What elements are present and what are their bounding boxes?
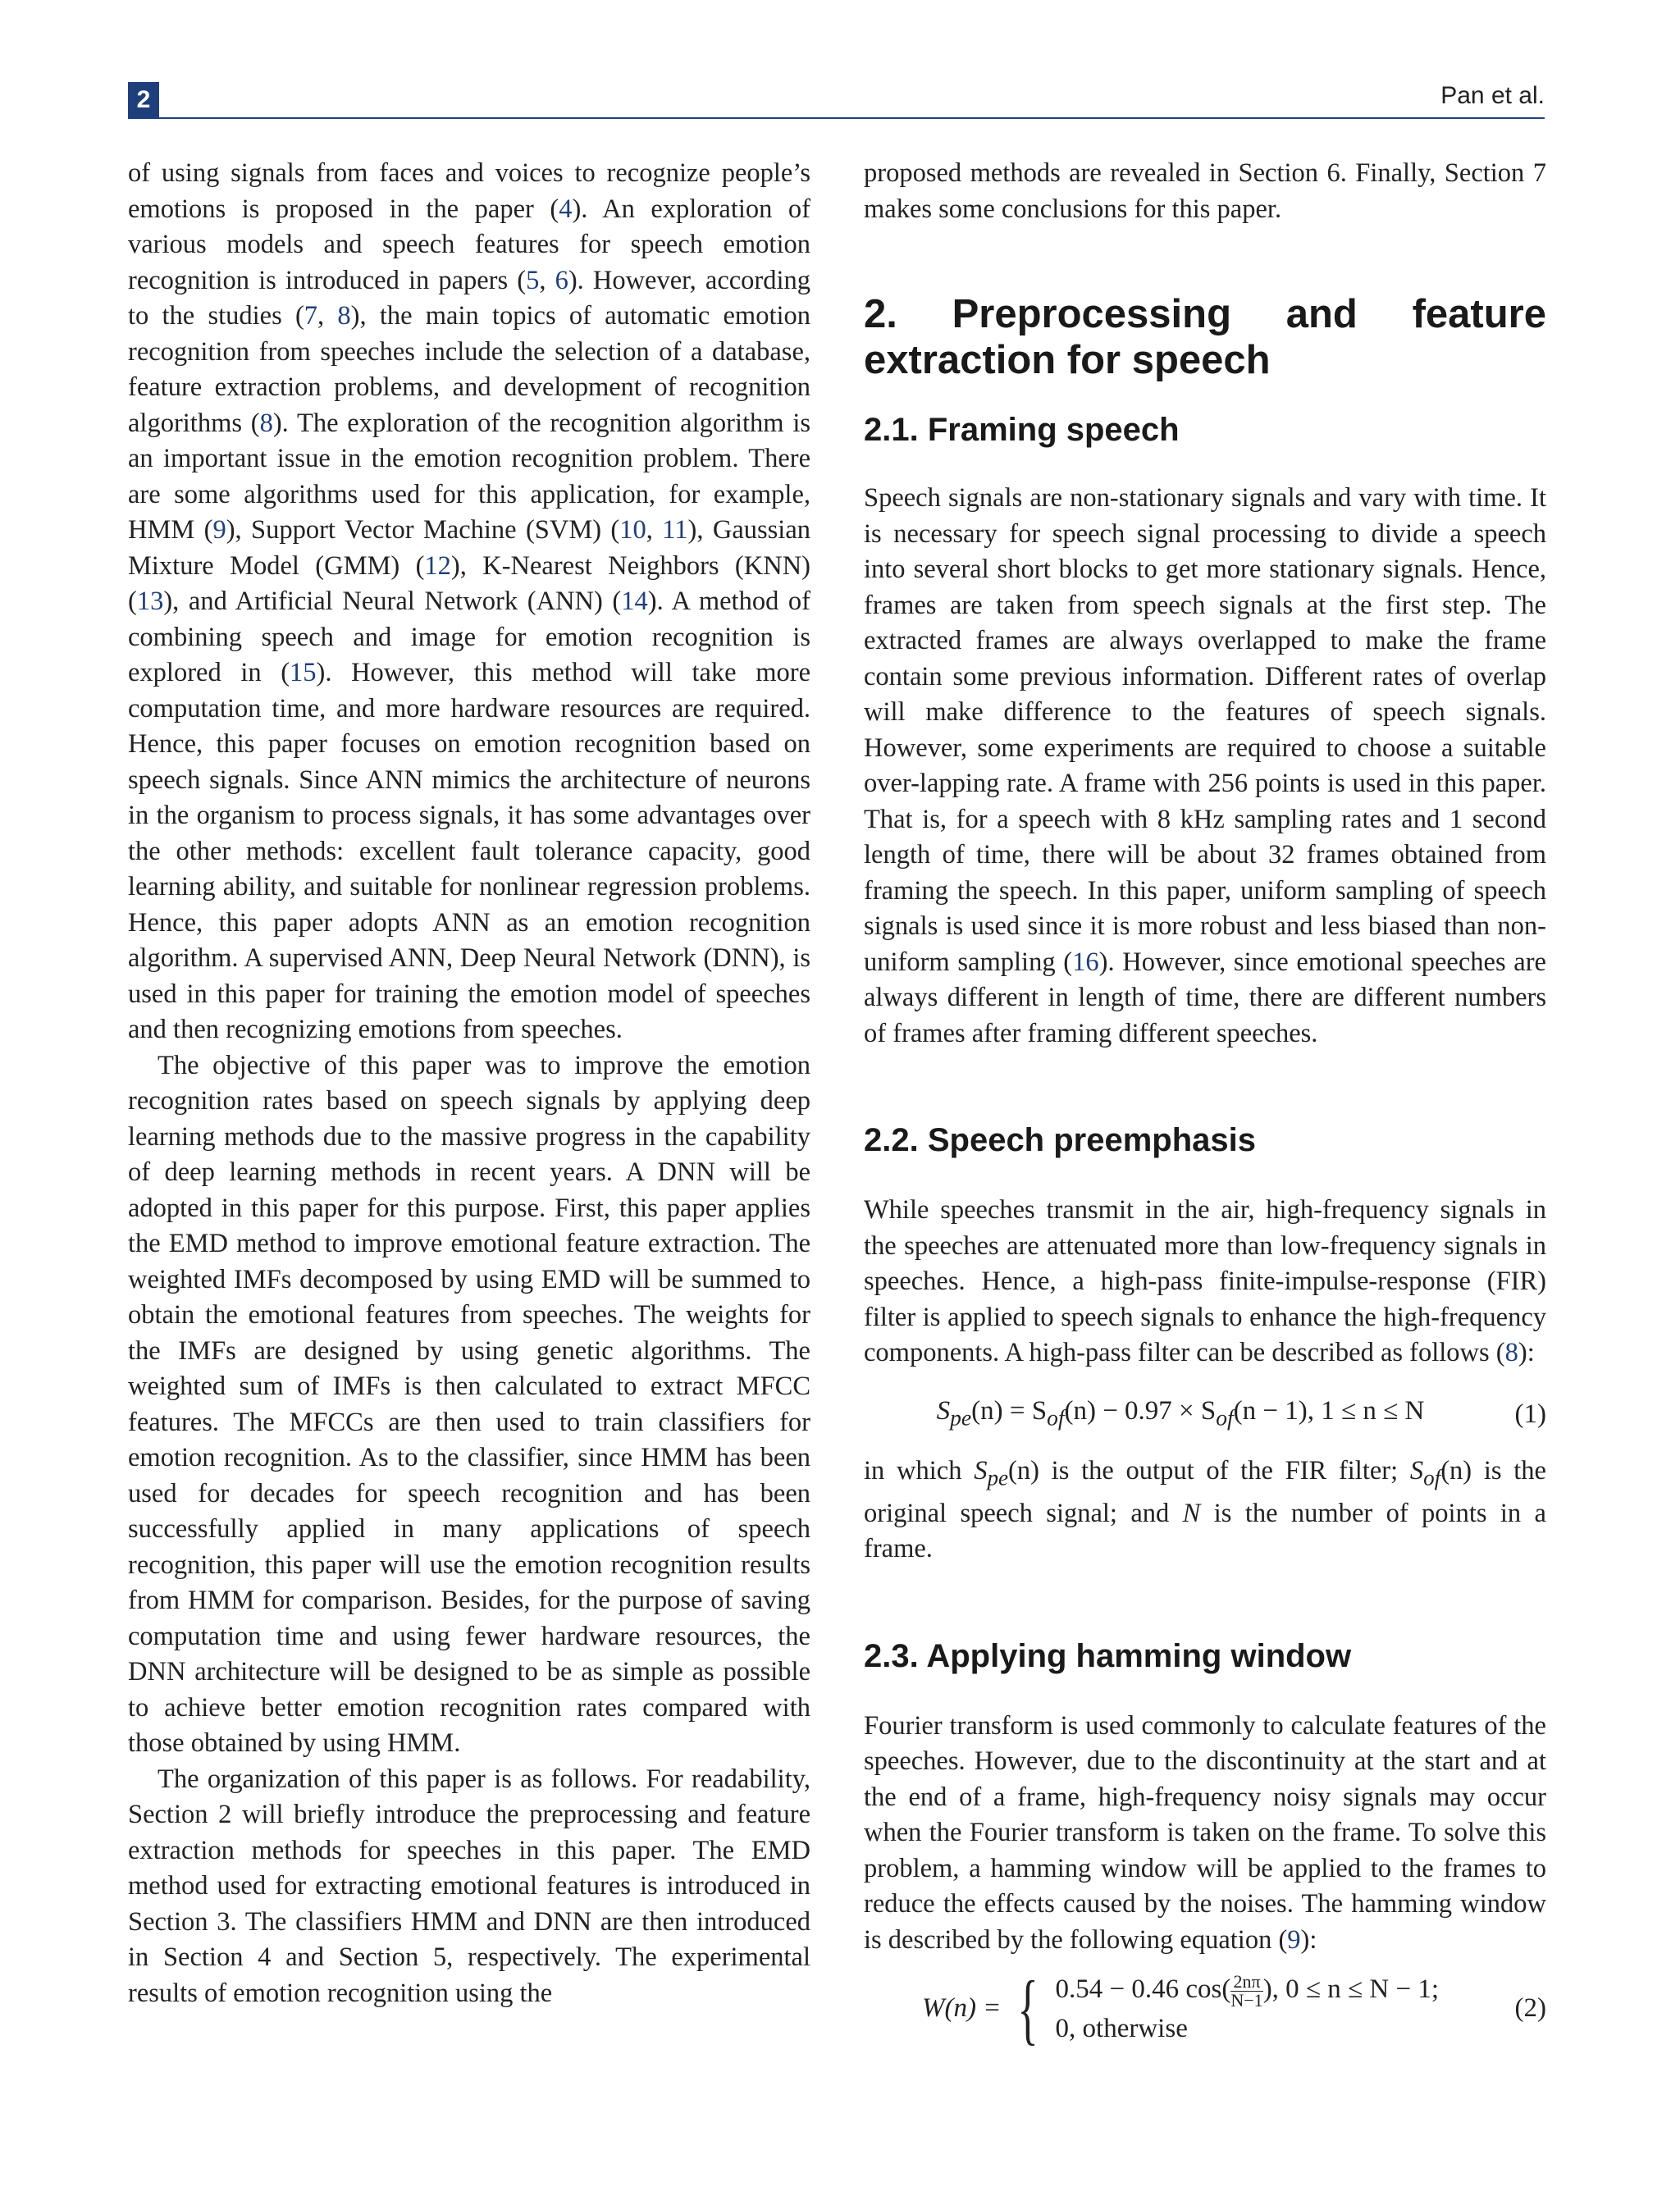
citation-link[interactable]: 11	[662, 515, 688, 545]
paragraph-framing-speech: Speech signals are non-stationary signals and vary with time. It is necessary for speech signal processing to divide a speech into several short blocks to get more stationary signals. Hence, frames are taken from speech signals at the first step. The extracted frames are always overlapped to make the frame contain some previous information. Different rates of overlap will make difference to the features of speech signals. However, some experiments are required to choose a suitable over-lapping rate. A frame with 256 points is used in this paper. That is, for a speech with 8 kHz sampling rates and 1 second length of time, there will be about 32 frames obtained from framing the speech. In this paper, uniform sampling of speech signals is used since it is more robust and less biased than non-uniform sampling (16). However, since emotional speeches are always different in length of time, there are different numbers of frames after framing different speeches.	[864, 483, 1546, 1048]
header-divider	[128, 117, 1545, 119]
paragraph-organization-continued: proposed methods are revealed in Section 6. Finally, Section 7 makes some conclusions for this paper.	[864, 158, 1546, 224]
equation-2-case-1: 0.54 − 0.46 cos( $\frac{2n\pi}{N-1}$ ), 0 ≤ n ≤ N − 1;	[1055, 1970, 1440, 2011]
citation-link[interactable]: 8	[1504, 1338, 1518, 1367]
paragraph-preemphasis: While speeches transmit in the air, high-frequency signals in the speeches are attenuated more than low-frequency signals in speeches. Hence, a high-pass finite-impulse-response (FIR) filter is applied to speech signals to enhance the high-frequency components. A high-pass filter can be described as follows (8):	[864, 1195, 1546, 1367]
citation-link[interactable]: 16	[1072, 947, 1099, 977]
equation-2-body: W(n) = { 0.54 − 0.46 cos( $\frac{2n\pi}{N-1}$ ), 0 ≤ n ≤ N − 1; 0, otherwise	[921, 1965, 1440, 2052]
section-2-1-heading: 2.1. Framing speech	[864, 412, 1180, 448]
right-column	[864, 156, 1546, 2052]
equation-2-case-2: 0, otherwise	[1055, 2013, 1188, 2043]
citation-link[interactable]: 12	[424, 550, 451, 581]
section-2-2-heading: 2.2. Speech preemphasis	[864, 1122, 1257, 1158]
running-header-author: Pan et al.	[1440, 82, 1545, 109]
equation-1	[864, 1393, 1546, 1437]
left-column	[128, 156, 810, 2011]
left-brace: {	[1017, 1965, 1039, 2052]
equation-1-body: $S_{pe}(n) = S_{of}(n) - 0.97 \times S_{of}(n - 1)$, 1 ≤ n ≤ N	[936, 1395, 1425, 1431]
citation-link[interactable]: 8	[337, 301, 351, 331]
citation-link[interactable]: 8	[259, 408, 273, 438]
citation-link[interactable]: 5	[526, 265, 540, 295]
section-2-heading: 2. Preprocessing and feature extraction for speech	[864, 292, 1546, 382]
page-number: 2	[128, 82, 159, 118]
paragraph-hamming-window: Fourier transform is used commonly to calculate features of the speeches. However, due to the discontinuity at the start and at the end of a frame, high-frequency noisy signals may occur when the Fourier transform is taken on the frame. To solve this problem, a hamming window will be applied to the frames to reduce the effects caused by the noises. The hamming window is described by the following equation (9):	[864, 1710, 1546, 1955]
paragraph-objective: The objective of this paper was to improve the emotion recognition rates based on speech signals by applying deep learning methods due to the massive progress in the capability of deep learning methods in recent years. A DNN will be adopted in this paper for this purpose. First, this paper applies the EMD method to improve emotional feature extraction. The weighted IMFs decomposed by using EMD will be summed to obtain the emotional features from speeches. The weights for the IMFs are designed by using genetic algorithms. The weighted sum of IMFs is then calculated to extract MFCC features. The MFCCs are then used to train classifiers for emotion recognition. As to the classifier, since HMM has been used for decades for speech recognition and has been successfully applied in many applications of speech recognition, this paper will use the emotion recognition results from HMM for comparison. Besides, for the purpose of saving computation time and using fewer hardware resources, the DNN architecture will be designed to be as simple as possible to achieve better emotion recognition rates compared with those obtained by using HMM.	[128, 1050, 810, 1758]
citation-link[interactable]: 4	[559, 194, 573, 224]
section-2-3-heading: 2.3. Applying hamming window	[864, 1637, 1352, 1674]
citation-link[interactable]: 9	[212, 515, 226, 545]
citation-link[interactable]: 6	[555, 265, 568, 295]
equation-2-number: (2)	[1514, 1993, 1546, 2024]
equation-2	[864, 1965, 1546, 2052]
citation-link[interactable]: 13	[136, 587, 164, 616]
paragraph-eq1-explanation: in which $S_{pe}(n)$ is the output of the FIR filter; $S_{of}(n)$ is the original speech signal; and N is the number of points in a frame.	[864, 1455, 1546, 1563]
paragraph-organization: The organization of this paper is as follows. For readability, Section 2 will briefly introduce the preprocessing and feature extraction methods for speeches in this paper. The EMD method used for extracting emotional features is introduced in Section 3. The classifiers HMM and DNN are then introduced in Section 4 and Section 5, respectively. The experimental results of emotion recognition using the	[128, 1764, 810, 2008]
citation-link[interactable]: 14	[621, 587, 648, 616]
equation-1-number: (1)	[1514, 1399, 1546, 1429]
paragraph-intro-continued: of using signals from faces and voices to recognize people’s emotions is proposed in the paper (4). An exploration of various models and speech features for speech emotion recognition is introduced in papers (5, 6). However, according to the studies (7, 8), the main topics of automatic emotion recognition from speeches include the selection of a database, feature extraction problems, and development of recognition algorithms (8). The exploration of the recognition algorithm is an important issue in the emotion recognition problem. There are some algorithms used for this application, for example, HMM (9), Support Vector Machine (SVM) (10, 11), Gaussian Mixture Model (GMM) (12), K-Nearest Neighbors (KNN) (13), and Artificial Neural Network (ANN) (14). A method of combining speech and image for emotion recognition is explored in (15). However, this method will take more computation time, and more hardware resources are required. Hence, this paper focuses on emotion recognition based on speech signals. Since ANN mimics the architecture of neurons in the organism to process signals, it has some advantages over the other methods: excellent fault tolerance capacity, good learning ability, and suitable for nonlinear regression problems. Hence, this paper adopts ANN as an emotion recognition algorithm. A supervised ANN, Deep Neural Network (DNN), is used in this paper for training the emotion model of speeches and then recognizing emotions from speeches.	[128, 158, 811, 1044]
citation-link[interactable]: 7	[304, 301, 318, 331]
citation-link[interactable]: 15	[290, 658, 317, 687]
citation-link[interactable]: 10	[619, 515, 646, 545]
citation-link[interactable]: 9	[1287, 1924, 1301, 1955]
